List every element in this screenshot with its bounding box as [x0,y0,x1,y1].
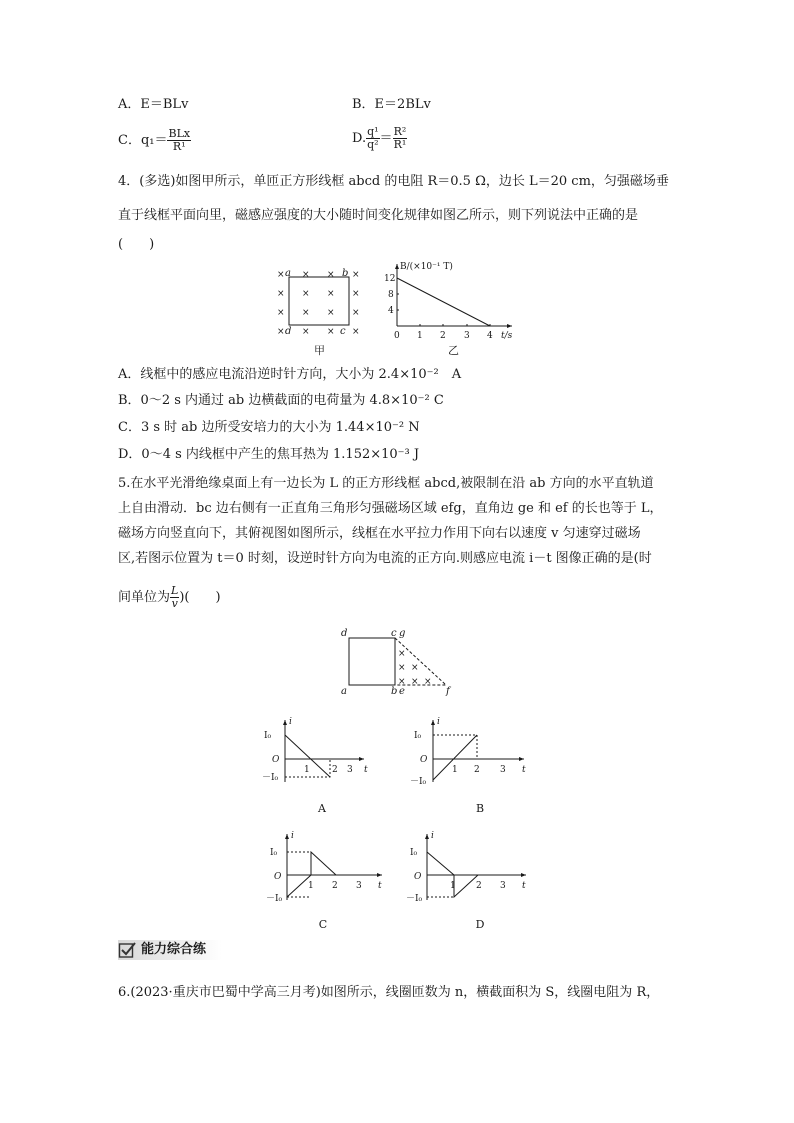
label-g: g [399,628,406,639]
axis-t: t [364,765,368,775]
corner-a: a [285,268,291,279]
label-e: e [399,686,405,696]
axis-t: t [522,765,526,775]
svg-text:×: × [302,308,310,318]
label-neg-i0: －I₀ [266,894,283,904]
y-tick: 4 [388,306,394,316]
label-neg-i0: －I₀ [410,777,427,786]
axis-i: i [291,831,294,841]
q5-graph-c [264,828,388,908]
q3-option-b: B．E＝2BLv [352,97,431,112]
label-o: O [274,872,282,882]
tick-1: 1 [452,765,458,775]
q4-stem-line3: ( ) [118,237,155,252]
label-i0: I₀ [414,731,422,741]
label-f: f [446,686,450,696]
tick-2: 2 [332,881,338,891]
svg-text:×: × [327,327,335,337]
graph-caption-c: C [318,918,328,931]
tick-2: 2 [474,765,480,775]
svg-text:×: × [277,289,285,299]
q5-graph-b [410,716,530,786]
q5-stem-line5: 间单位为 $\frac{L}{v}$ )( ) [118,584,221,610]
q3-option-c: C．q₁＝ $\frac{\text{BLx}}{\text{R¹}}$ [118,127,191,153]
x-tick: 2 [440,331,446,341]
tick-3: 3 [347,765,353,775]
q4-stem-line2: 直于线框平面向里，磁感应强度的大小随时间变化规律如图乙所示，则下列说法中正确的是 [118,208,639,223]
q5-stem-line2: 上自由滑动．bc 边右侧有一正直角三角形匀强磁场区域 efg，直角边 ge 和 ef 的长也等于 L， [118,501,663,516]
fig-caption-yi: 乙 [448,344,459,357]
svg-text:×: × [302,270,310,280]
label-neg-i0: －I₀ [262,773,279,783]
svg-text:×: × [277,308,285,318]
q6-stem-line1: 6.(2023·重庆市巴蜀中学高三月考)如图所示，线圈匝数为 n，横截面积为 S，线圈电阻为 R， [118,985,660,1000]
svg-text:×: × [398,649,406,659]
q3-option-c-fraction: $\frac{\text{BLx}}{\text{R¹}}$ [168,127,191,153]
q4-option-b: B．0～2 s 内通过 ab 边横截面的电荷量为 4.8×10⁻² C [118,393,444,408]
tick-2: 2 [476,881,482,891]
q3-option-d: D. $\frac{\text{q¹}}{\text{q²}}$ ＝ $\frac{\text{R²}}{\text{R¹}}$ [352,125,407,151]
svg-text:×: × [327,308,335,318]
q3-option-a: A．E＝BLv [118,97,189,112]
svg-text:×: × [277,270,285,280]
svg-text:×: × [398,663,406,673]
svg-text:×: × [398,677,406,687]
svg-text:×: × [424,677,432,687]
x-axis-label: t/s [501,331,513,341]
q5-graph-d [404,828,534,908]
x-tick: 1 [417,331,423,341]
tick-3: 3 [500,765,506,775]
label-b: b [391,686,398,696]
graph-caption-d: D [475,918,485,931]
corner-b: b [342,268,349,279]
tick-3: 3 [500,881,506,891]
corner-c: c [340,326,346,337]
svg-text:×: × [352,270,360,280]
svg-text:×: × [277,327,285,337]
section-title: 能力综合练 [141,942,207,957]
tick-1: 1 [304,765,310,775]
tick-2: 2 [332,765,338,775]
axis-t: t [522,881,526,891]
b-t-graph-line [397,278,490,326]
q4-option-c: C．3 s 时 ab 边所受安培力的大小为 1.44×10⁻² N [118,420,420,435]
x-tick: 4 [487,331,493,341]
svg-text:×: × [352,289,360,299]
tick-3: 3 [356,881,362,891]
graph-caption-a: A [318,802,326,815]
axis-i: i [431,831,434,841]
label-d: d [341,628,348,639]
x-tick: 0 [394,331,400,341]
label-i0: I₀ [270,848,278,858]
y-tick: 12 [384,274,396,284]
corner-d: d [285,326,292,337]
label-i0: I₀ [264,731,272,741]
q4-figure-jia [272,264,362,356]
axis-i: i [289,717,292,727]
axis-i: i [437,717,440,727]
label-o: O [272,755,280,765]
axis-t: t [378,881,382,891]
q5-figure-frame-and-field [336,624,460,696]
q5-stem-line1: 5.在水平光滑绝缘桌面上有一边长为 L 的正方形线框 abcd,被限制在沿 ab 方向的水平直轨道 [118,476,654,491]
q4-figure-yi [380,258,520,358]
svg-text:×: × [352,308,360,318]
q5-stem-line3: 磁场方向竖直向下，其俯视图如图所示，线框在水平拉力作用下向右以速度 v 匀速穿过磁场 [118,526,641,541]
svg-text:×: × [352,327,360,337]
checkbox-checked-icon [118,941,136,959]
svg-text:×: × [327,270,335,280]
x-tick: 3 [464,331,470,341]
tick-1: 1 [450,881,456,891]
graph-caption-b: B [475,802,485,815]
svg-text:×: × [411,663,419,673]
y-axis-label: B/(×10⁻¹ T) [400,262,453,272]
fig-caption-jia: 甲 [314,344,325,356]
q4-option-a: A．线框中的感应电流沿逆时针方向，大小为 2.4×10⁻² A [118,367,462,382]
label-neg-i0: －I₀ [406,894,423,904]
q5-stem-line4: 区,若图示位置为 t＝0 时刻，设逆时针方向为电流的正方向.则感应电流 i－t 图像正确的是(时 [118,551,652,566]
label-i0: I₀ [410,848,418,858]
y-tick: 8 [388,290,394,300]
label-o: O [420,755,428,765]
label-a: a [341,686,347,696]
svg-text:×: × [327,289,335,299]
q5-graph-a [262,716,372,786]
svg-text:×: × [302,327,310,337]
label-c: c [391,628,397,639]
svg-text:×: × [302,289,310,299]
q4-option-d: D．0～4 s 内线框中产生的焦耳热为 1.152×10⁻³ J [118,447,420,462]
tick-1: 1 [308,881,314,891]
label-o: O [414,872,422,882]
field-crosses [398,649,432,687]
q4-stem-line1: 4．(多选)如图甲所示，单匝正方形线框 abcd 的电阻 R＝0.5 Ω，边长 L＝20 cm，匀强磁场垂 [118,174,669,189]
svg-text:×: × [411,677,419,687]
